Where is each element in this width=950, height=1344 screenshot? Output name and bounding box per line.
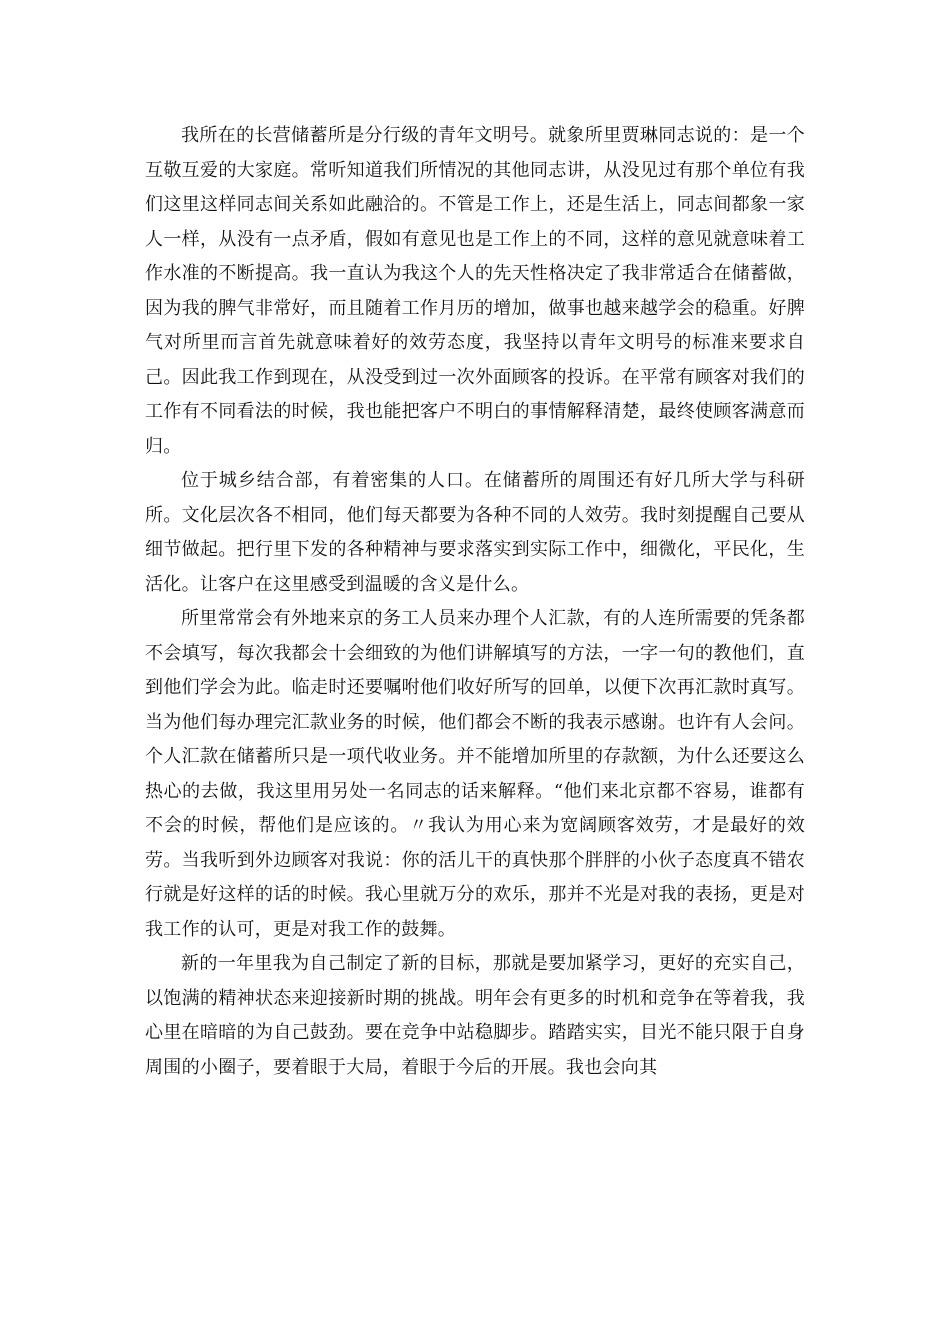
document-body <box>145 119 805 1085</box>
paragraph-4: 新的一年里我为自己制定了新的目标，那就是要加紧学习，更好的充实自己，以饱满的精神状态来迎接新时期的挑战。明年会有更多的时机和竞争在等着我，我心里在暗暗的为自己鼓劲。要在竞争中站稳脚步。踏踏实实，目光不能只限于自身周围的小圈子，要着眼于大局，着眼于今后的开展。我也会向其 <box>145 953 805 1078</box>
paragraph-2: 位于城乡结合部，有着密集的人口。在储蓄所的周围还有好几所大学与科研所。文化层次各不相同，他们每天都要为各种不同的人效劳。我时刻提醒自己要从细节做起。把行里下发的各种精神与要求落实到实际工作中，细微化，平民化，生活化。让客户在这里感受到温暖的含义是什么。 <box>145 470 805 595</box>
paragraph-3: 所里常常会有外地来京的务工人员来办理个人汇款，有的人连所需要的凭条都不会填写，每次我都会十会细致的为他们讲解填写的方法，一字一句的教他们，直到他们学会为此。临走时还要嘱咐他们收好所写的回单，以便下次再汇款时真写。当为他们每办理完汇款业务的时候，他们都会不断的我表示感谢。也许有人会问。个人汇款在储蓄所只是一项代收业务。并不能增加所里的存款额，为什么还要这么热心的去做，我这里用另处一名同志的话来解释。“他们来北京都不容易，谁都有不会的时候，帮他们是应该的。〃我认为用心来为宽阔顾客效劳，才是最好的效劳。当我听到外边顾客对我说：你的活儿干的真快那个胖胖的小伙子态度真不错农行就是好这样的话的时候。我心里就万分的欢乐，那并不光是对我的表扬，更是对我工作的认可，更是对我工作的鼓舞。 <box>145 608 805 940</box>
paragraph-1: 我所在的长营储蓄所是分行级的青年文明号。就象所里贾琳同志说的：是一个互敬互爱的大家庭。常听知道我们所情况的其他同志讲，从没见过有那个单位有我们这里这样同志间关系如此融洽的。不管是工作上，还是生活上，同志间都象一家人一样，从没有一点矛盾，假如有意见也是工作上的不同，这样的意见就意味着工作水准的不断提高。我一直认为我这个人的先天性格决定了我非常适合在储蓄做，因为我的脾气非常好，而且随着工作月历的增加，做事也越来越学会的稳重。好脾气对所里而言首先就意味着好的效劳态度，我坚持以青年文明号的标准来要求自己。因此我工作到现在，从没受到过一次外面顾客的投诉。在平常有顾客对我们的工作有不同看法的时候，我也能把客户不明白的事情解释清楚，最终使顾客满意而归。 <box>145 125 805 457</box>
